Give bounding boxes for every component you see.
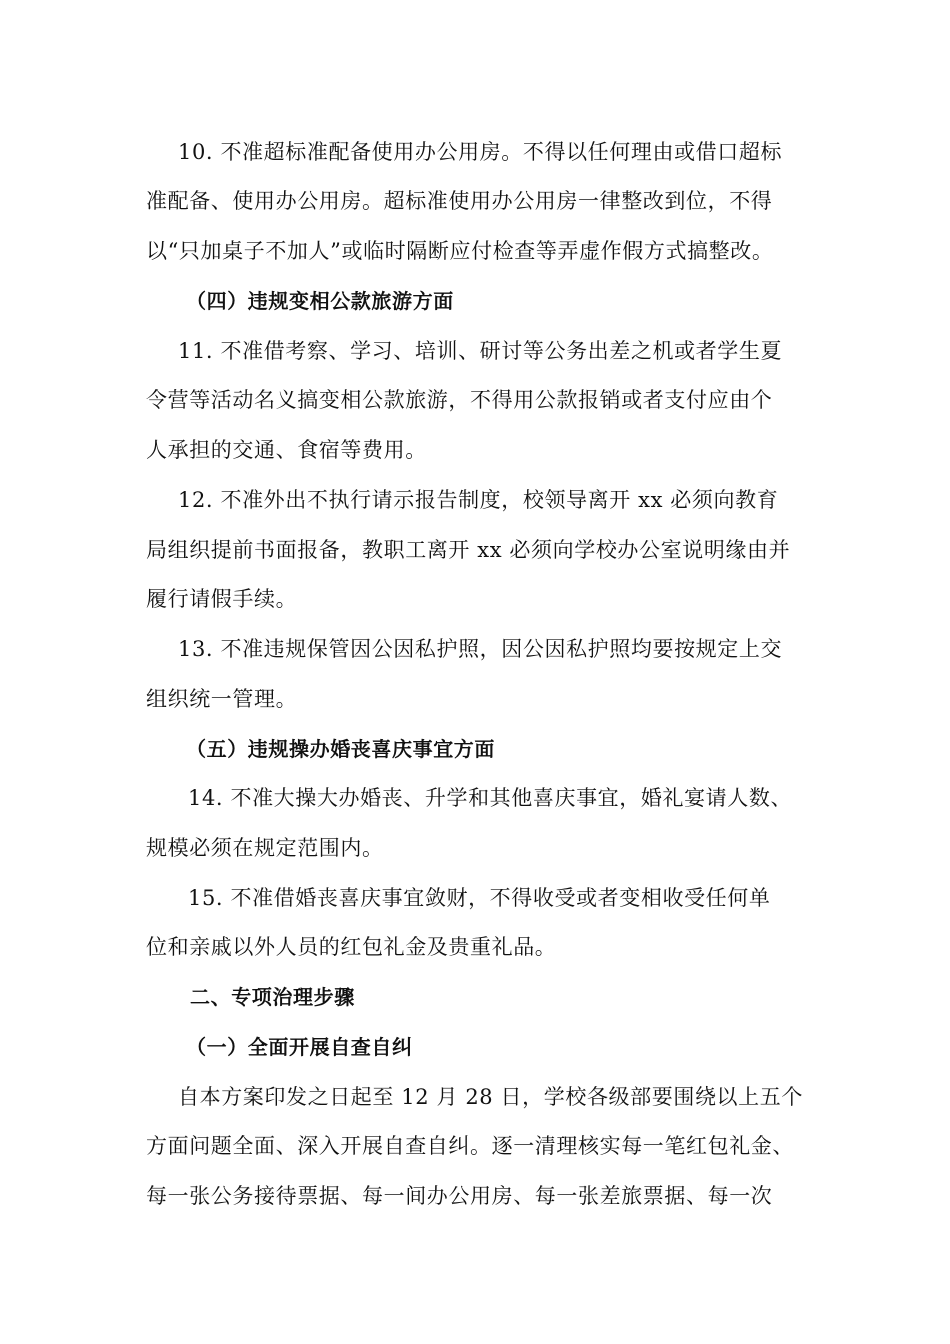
paragraph-line: 以“只加桌子不加人”或临时隔断应付检查等弄虚作假方式搞整改。: [146, 239, 774, 263]
paragraph-line: 准配备、使用办公用房。超标准使用办公用房一律整改到位，不得: [146, 189, 773, 213]
paragraph-line: 14. 不准大操大办婚丧、升学和其他喜庆事宜，婚礼宴请人数、: [188, 786, 793, 810]
paragraph-line: 10. 不准超标准配备使用办公用房。不得以任何理由或借口超标: [178, 140, 783, 164]
paragraph-line: 11. 不准借考察、学习、培训、研讨等公务出差之机或者学生夏: [178, 339, 783, 363]
paragraph-line: 每一张公务接待票据、每一间办公用房、每一张差旅票据、每一次: [146, 1184, 773, 1208]
paragraph-line: 15. 不准借婚丧喜庆事宜敛财，不得收受或者变相收受任何单: [188, 886, 771, 910]
chapter-heading: 二、专项治理步骤: [190, 985, 355, 1009]
paragraph-line: 规模必须在规定范围内。: [146, 836, 384, 860]
section-heading: （一）全面开展自查自纠: [186, 1035, 413, 1059]
section-heading: （五）违规操办婚丧喜庆事宜方面: [186, 737, 495, 761]
paragraph-line: 13. 不准违规保管因公因私护照，因公因私护照均要按规定上交: [178, 637, 783, 661]
paragraph-line: 位和亲戚以外人员的红包礼金及贵重礼品。: [146, 935, 557, 959]
paragraph-line: 自本方案印发之日起至 12 月 28 日，学校各级部要围绕以上五个: [178, 1085, 803, 1109]
paragraph-line: 组织统一管理。: [146, 687, 298, 711]
paragraph-line: 人承担的交通、食宿等费用。: [146, 438, 427, 462]
paragraph-line: 令营等活动名义搞变相公款旅游，不得用公款报销或者支付应由个: [146, 388, 773, 412]
paragraph-line: 12. 不准外出不执行请示报告制度，校领导离开 xx 必须向教育: [178, 488, 779, 512]
paragraph-line: 履行请假手续。: [146, 587, 298, 611]
paragraph-line: 方面问题全面、深入开展自查自纠。逐一清理核实每一笔红包礼金、: [146, 1134, 794, 1158]
paragraph-line: 局组织提前书面报备，教职工离开 xx 必须向学校办公室说明缘由并: [146, 538, 791, 562]
section-heading: （四）违规变相公款旅游方面: [186, 289, 454, 313]
